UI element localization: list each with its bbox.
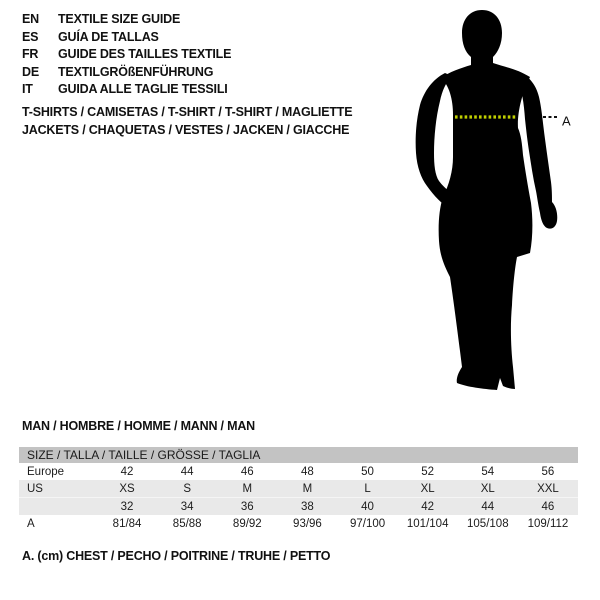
row-label: Europe — [27, 465, 65, 478]
measurement-footnote: A. (cm) CHEST / PECHO / POITRINE / TRUHE / PETTO — [22, 549, 331, 563]
table-cell: 101/104 — [406, 517, 449, 530]
language-code: ES — [22, 29, 39, 44]
language-label: TEXTILGRÖßENFÜHRUNG — [58, 64, 214, 79]
language-row — [22, 64, 231, 82]
category-line-jackets: JACKETS / CHAQUETAS / VESTES / JACKEN / GIACCHE — [22, 123, 350, 137]
table-cell: 38 — [301, 500, 314, 513]
table-cell: 52 — [421, 465, 435, 478]
table-cell: 109/112 — [527, 517, 569, 530]
category-list — [22, 103, 352, 139]
table-cell: 89/92 — [232, 517, 262, 530]
table-cell: 42 — [120, 465, 134, 478]
table-cell: 54 — [481, 465, 495, 478]
table-row-europe — [19, 463, 578, 480]
language-row — [22, 46, 231, 64]
table-cell: 44 — [180, 465, 194, 478]
table-cell: 56 — [541, 465, 555, 478]
language-label: TEXTILE SIZE GUIDE — [58, 12, 181, 26]
table-cell: 85/88 — [172, 517, 202, 530]
table-cell: XS — [119, 482, 135, 495]
table-cell: 93/96 — [293, 517, 322, 530]
category-line-tshirts: T-SHIRTS / CAMISETAS / T-SHIRT / T-SHIRT / MAGLIETTE — [22, 105, 353, 119]
size-table-header: SIZE / TALLA / TAILLE / GRÖSSE / TAGLIA — [19, 447, 578, 463]
row-label: US — [27, 482, 43, 495]
man-silhouette-figure — [405, 5, 575, 405]
language-code: IT — [22, 82, 33, 96]
size-table — [19, 447, 578, 532]
language-row — [22, 81, 231, 99]
language-label: GUIDE DES TAILLES TEXTILE — [58, 47, 232, 61]
table-cell: M — [302, 482, 313, 495]
table-cell: 34 — [180, 500, 194, 513]
table-cell: 48 — [301, 465, 314, 478]
section-title-man: MAN / HOMBRE / HOMME / MANN / MAN — [22, 419, 255, 433]
language-code: FR — [22, 47, 39, 61]
table-cell: 50 — [361, 465, 374, 478]
table-cell: XXL — [537, 482, 559, 495]
language-label: GUÍA DE TALLAS — [58, 29, 159, 44]
row-label: A — [27, 517, 35, 530]
table-row-us — [19, 480, 578, 498]
table-cell: 46 — [541, 500, 555, 513]
table-cell: XL — [420, 482, 435, 495]
table-cell: 32 — [120, 500, 134, 513]
table-row-chest-a — [19, 515, 578, 532]
table-cell: M — [242, 482, 253, 495]
table-cell: XL — [480, 482, 495, 495]
table-cell: 36 — [240, 500, 254, 513]
measurement-label-a: A — [562, 113, 571, 129]
language-code: DE — [22, 64, 39, 79]
table-cell: 44 — [481, 500, 495, 513]
table-cell: S — [183, 482, 192, 495]
table-cell: 40 — [361, 500, 374, 513]
language-row — [22, 29, 231, 47]
table-row-numeric — [19, 498, 578, 515]
table-cell: 81/84 — [112, 517, 142, 530]
language-list — [22, 11, 231, 99]
table-cell: 97/100 — [349, 517, 386, 530]
table-cell: 46 — [240, 465, 254, 478]
language-code: EN — [22, 12, 39, 26]
language-label: GUIDA ALLE TAGLIE TESSILI — [58, 82, 228, 96]
table-cell: 42 — [421, 500, 435, 513]
table-cell: 105/108 — [467, 517, 509, 530]
language-row — [22, 11, 231, 29]
table-cell: L — [364, 482, 371, 495]
